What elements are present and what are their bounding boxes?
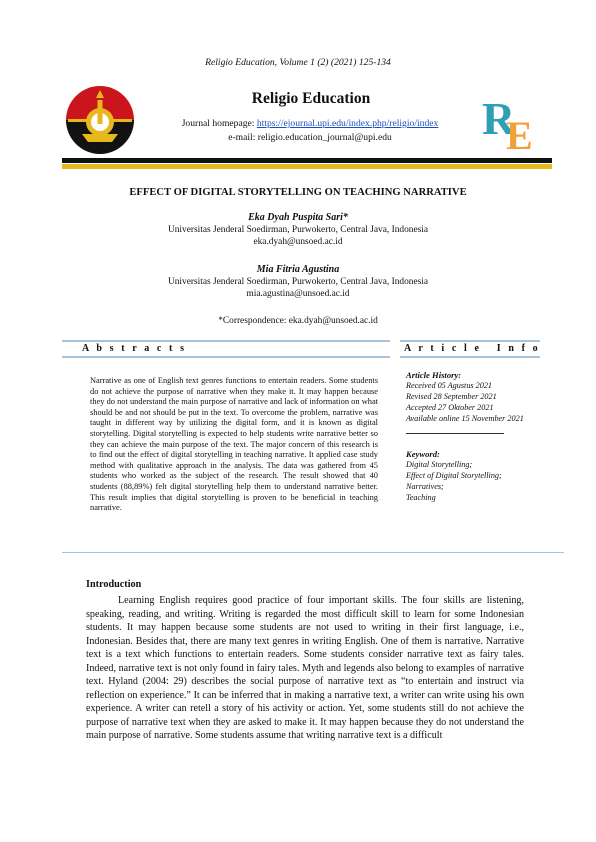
author-email-2: mia.agustina@unsoed.ac.id: [246, 289, 350, 299]
author-affiliation-2: Universitas Jenderal Soedirman, Purwokerto, Central Java, Indonesia: [167, 277, 429, 287]
header-rule-black: [62, 158, 552, 163]
abstract-bottom-rule: [62, 356, 390, 358]
author-affiliation-1: Universitas Jenderal Soedirman, Purwokerto, Central Java, Indonesia: [167, 225, 429, 235]
introduction-paragraph: Learning English requires good practice of four important skills. The four skills are listening, speaking, reading, and writing. Writing is regarded the most difficult skill to learn for some Indonesian students. It may happen because some students are not used to writing in their first language, i.e., Indonesian. Besides that, there are many text genres in writing English. One of them is narrative. Narrative text is a text which functions to entertain readers. Some students consider narrative text as fairy tales. Indeed, narrative text is not only found in fairy tales. Myth and legends also belong to examples of narrative text. Hyland (2004: 29) describes the social purpose of narrative text as “to entertain and instruct via reflection on experience.” It can be inferred that in making a narrative text, a writer can write using his own experience. A writer can retell a story of his activity or action. Yet, some students still do not achieve the purpose of narrative text when they are asked to make it. It may happen because they do not understand the main purpose of narrative. Some students assume that writing narrative text is a difficult: [86, 595, 524, 742]
author-email-1: eka.dyah@unsoed.ac.id: [253, 237, 343, 247]
introduction-heading: Introduction: [86, 579, 142, 590]
journal-title: Religio Education: [251, 90, 371, 107]
homepage-label: Journal homepage:: [181, 118, 257, 129]
introduction-body: [86, 594, 524, 743]
history-divider: [406, 433, 504, 434]
journal-re-logo-icon: [480, 92, 548, 152]
abstract-top-rule: [62, 340, 390, 342]
history-available: Available online 15 November 2021: [406, 414, 524, 423]
logo-letter-e: E: [506, 113, 533, 152]
keyword-item: Effect of Digital Storytelling;: [406, 471, 502, 480]
author-name-2: Mia Fitria Agustina: [256, 264, 340, 275]
keyword-title: Keyword:: [406, 449, 440, 459]
correspondence: *Correspondence: eka.dyah@unsoed.ac.id: [218, 316, 378, 326]
keyword-item: Digital Storytelling;: [406, 460, 473, 469]
journal-email: e-mail: religio.education_journal@upi.edu: [228, 132, 392, 143]
abstract-header: A b s t r a c t s: [82, 343, 187, 354]
running-head: Religio Education, Volume 1 (2) (2021) 125-134: [205, 57, 391, 68]
history-accepted: Accepted 27 Oktober 2021: [406, 403, 494, 412]
history-received: Received 05 Agustus 2021: [406, 381, 493, 390]
article-history-title: Article History:: [406, 370, 462, 380]
header-rule-gold: [62, 164, 552, 169]
frontmatter-bottom-rule: [62, 552, 564, 553]
author-name-1: Eka Dyah Puspita Sari*: [248, 212, 348, 223]
history-revised: Revised 28 September 2021: [406, 392, 497, 401]
article-info-header: A r t i c l e I n f o: [404, 343, 541, 354]
homepage-link[interactable]: https://ejournal.upi.edu/index.php/religio/index: [256, 118, 439, 129]
keyword-item: Teaching: [406, 493, 436, 502]
paper-title: EFFECT OF DIGITAL STORYTELLING ON TEACHING NARRATIVE: [129, 187, 467, 198]
journal-homepage: [140, 118, 480, 129]
keyword-item: Narratives;: [406, 482, 444, 491]
info-bottom-rule: [400, 356, 540, 358]
abstract-text: Narrative as one of English text genres functions to entertain readers. Some students do not achieve the purpose of narrative when they make it. It may happen because they do not understand the main purpose of narrative and lack of information on what should be and not should be put in the text. To overcome the problem, narrative was taught in different way by utilizing the digital form, and it is known as digital storytelling. Digital storytelling is expected to help students write narrative better so they can achieve the main purpose of the text. The major concern of this research is to find out the effect of digital storytelling in teaching narrative. It applied case study method with qualitative approach in the analysis. The data was gathered from 45 students who worked as the subject of the research. The result showed that 40 students (88,89%) felt digital storytelling help them to understand narrative better. This result implies that digital storytelling is proven to be beneficial in teaching narrative.: [90, 376, 378, 513]
university-logo-icon: [62, 82, 138, 164]
info-top-rule: [400, 340, 540, 342]
logo-letter-r: R: [482, 93, 516, 144]
